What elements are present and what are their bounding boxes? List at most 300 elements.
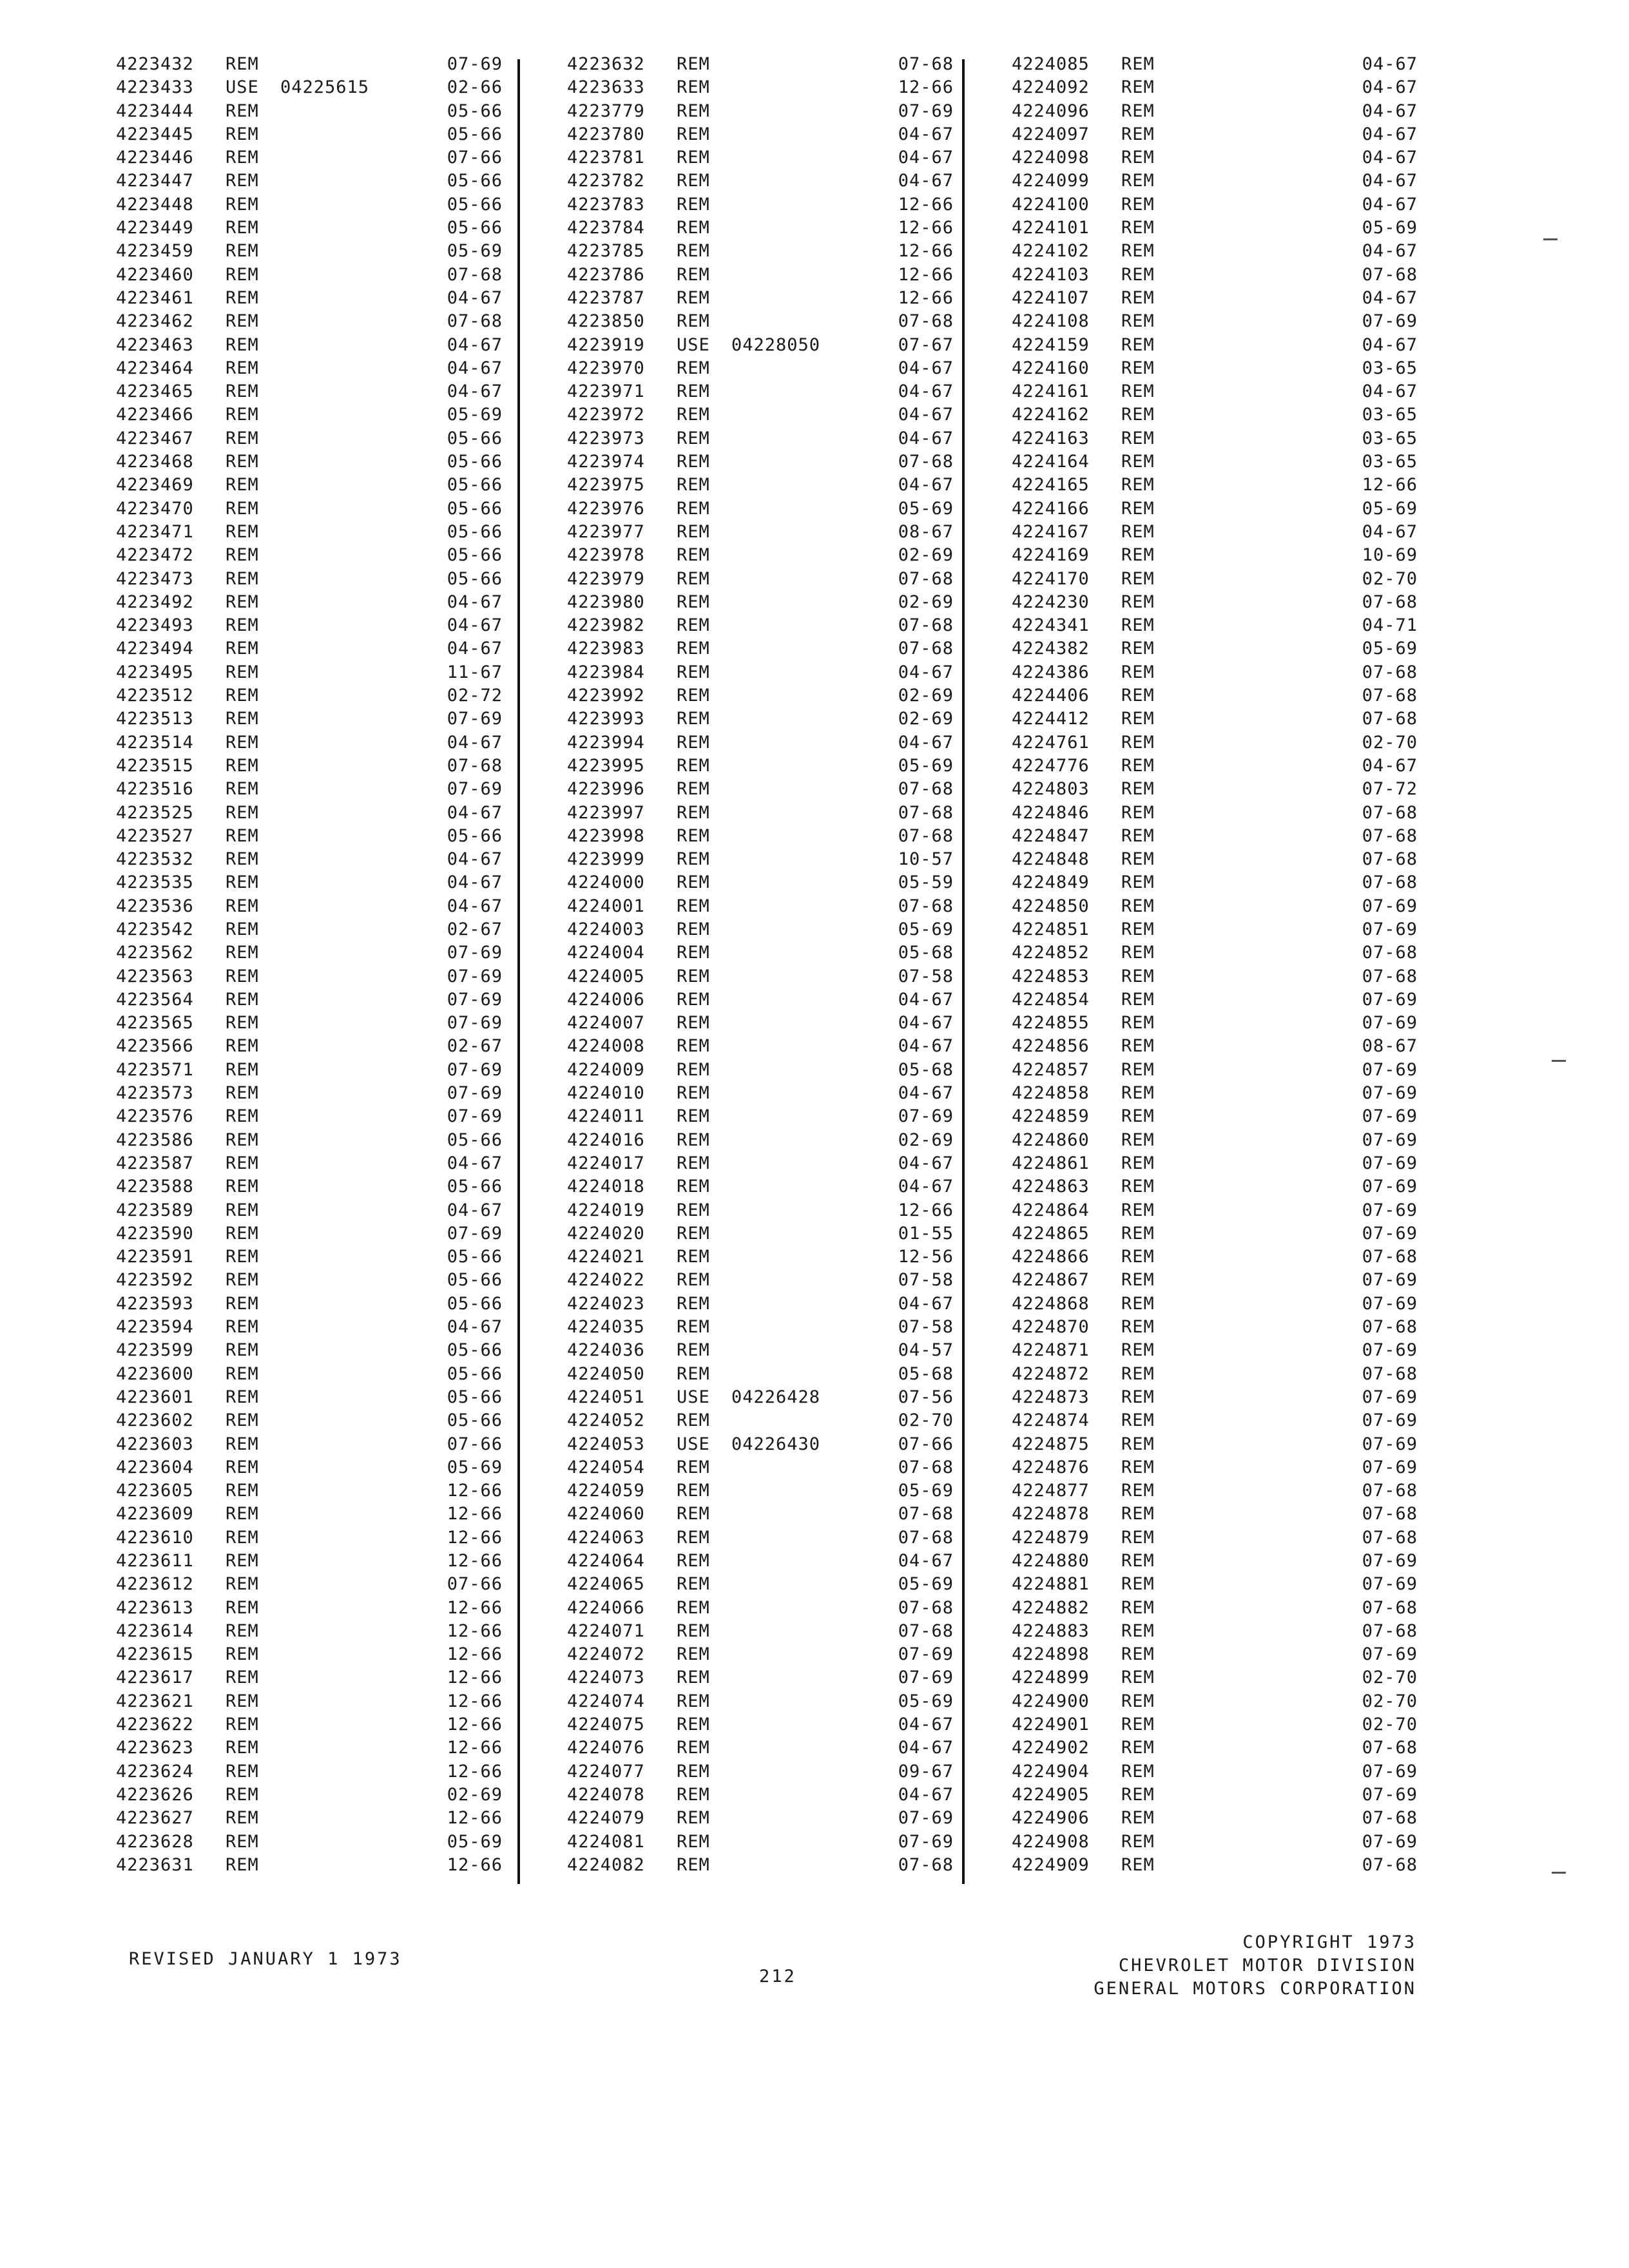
status-code: REM xyxy=(226,1854,259,1875)
parts-row xyxy=(567,146,954,169)
date-code: 07-68 xyxy=(1362,1854,1418,1875)
date-code: 07-69 xyxy=(1362,1761,1418,1782)
date-code: 05-66 xyxy=(447,194,503,215)
part-number: 4223996 xyxy=(567,779,645,800)
part-number: 4223495 xyxy=(116,662,194,682)
part-number: 4223590 xyxy=(116,1223,194,1244)
date-code: 12-66 xyxy=(898,241,954,262)
date-code: 12-66 xyxy=(898,194,954,215)
parts-row xyxy=(116,497,503,521)
parts-row xyxy=(116,1760,503,1783)
part-number: 4224008 xyxy=(567,1036,645,1057)
date-code: 07-68 xyxy=(1362,709,1418,729)
parts-row xyxy=(567,1503,954,1526)
status-code: REM xyxy=(226,1317,259,1338)
status-code: REM xyxy=(226,311,259,332)
status-code: REM xyxy=(677,1597,710,1618)
parts-row xyxy=(567,918,954,941)
part-number: 4223609 xyxy=(116,1504,194,1524)
status-code: REM xyxy=(226,54,259,74)
part-number: 4224085 xyxy=(1012,54,1090,74)
date-code: 07-69 xyxy=(1362,1551,1418,1571)
date-code: 03-65 xyxy=(1362,358,1418,378)
date-code: 04-67 xyxy=(447,287,503,308)
date-code: 05-66 xyxy=(447,101,503,121)
part-number: 4224004 xyxy=(567,943,645,963)
status-code: REM xyxy=(226,545,259,566)
parts-row xyxy=(116,474,503,497)
part-number: 4223614 xyxy=(116,1620,194,1641)
date-code: 07-69 xyxy=(447,779,503,800)
date-code: 07-68 xyxy=(898,896,954,916)
status-code: REM xyxy=(677,124,710,144)
date-code: 02-70 xyxy=(1362,732,1418,753)
status-code: REM xyxy=(226,1036,259,1057)
part-number: 4223973 xyxy=(567,428,645,448)
parts-row xyxy=(567,1386,954,1409)
date-code: 04-67 xyxy=(898,989,954,1010)
parts-row xyxy=(567,754,954,778)
status-code: REM xyxy=(1121,919,1155,939)
status-code: REM xyxy=(226,896,259,916)
date-code: 02-70 xyxy=(898,1410,954,1431)
part-number: 4223782 xyxy=(567,171,645,191)
date-code: 04-67 xyxy=(898,428,954,448)
status-code: REM xyxy=(1121,171,1155,191)
status-code: REM xyxy=(677,686,710,706)
date-code: 04-67 xyxy=(1362,54,1418,74)
part-number: 4224017 xyxy=(567,1153,645,1173)
part-number: 4224901 xyxy=(1012,1715,1090,1735)
parts-row xyxy=(567,941,954,965)
part-number: 4224866 xyxy=(1012,1247,1090,1267)
part-number: 4223571 xyxy=(116,1059,194,1080)
date-code: 05-66 xyxy=(447,1363,503,1384)
parts-row xyxy=(116,848,503,871)
parts-row xyxy=(1012,264,1418,287)
date-code: 07-68 xyxy=(898,1527,954,1548)
date-code: 07-68 xyxy=(447,755,503,776)
date-code: 05-66 xyxy=(447,1293,503,1314)
date-code: 07-68 xyxy=(1362,943,1418,963)
parts-row xyxy=(567,1526,954,1550)
part-number: 4223563 xyxy=(116,966,194,986)
part-number: 4223601 xyxy=(116,1387,194,1407)
date-code: 04-67 xyxy=(447,334,503,355)
status-code: REM xyxy=(1121,1387,1155,1407)
status-code: REM xyxy=(1121,1363,1155,1384)
parts-row xyxy=(1012,1035,1418,1058)
status-code: REM xyxy=(677,405,710,425)
date-code: 04-67 xyxy=(447,615,503,636)
parts-row xyxy=(567,802,954,825)
date-code: 02-70 xyxy=(1362,1667,1418,1688)
part-number: 4223469 xyxy=(116,475,194,495)
status-code: REM xyxy=(677,381,710,402)
parts-row xyxy=(1012,1831,1418,1854)
part-number: 4223974 xyxy=(567,452,645,472)
part-number: 4223602 xyxy=(116,1410,194,1431)
status-code: REM xyxy=(677,989,710,1010)
status-code: REM xyxy=(1121,1574,1155,1595)
part-number: 4224406 xyxy=(1012,686,1090,706)
parts-row xyxy=(1012,1643,1418,1666)
parts-row xyxy=(116,216,503,240)
parts-row xyxy=(567,1409,954,1432)
parts-row xyxy=(116,1269,503,1292)
date-code: 07-68 xyxy=(898,615,954,636)
status-code: REM xyxy=(1121,77,1155,98)
part-number: 4224035 xyxy=(567,1317,645,1338)
date-code: 07-69 xyxy=(1362,1293,1418,1314)
date-code: 04-67 xyxy=(447,591,503,612)
parts-row xyxy=(567,1573,954,1596)
status-code: REM xyxy=(1121,1551,1155,1571)
part-number: 4224386 xyxy=(1012,662,1090,682)
parts-row xyxy=(1012,1456,1418,1479)
date-code: 04-67 xyxy=(1362,101,1418,121)
part-number: 4223605 xyxy=(116,1481,194,1501)
parts-row xyxy=(567,965,954,988)
date-code: 07-69 xyxy=(1362,1340,1418,1361)
parts-row xyxy=(1012,1316,1418,1339)
date-code: 07-66 xyxy=(447,1434,503,1454)
parts-row xyxy=(116,193,503,216)
parts-row xyxy=(116,661,503,684)
status-code: REM xyxy=(226,1504,259,1524)
status-code: REM xyxy=(226,218,259,238)
date-code: 04-67 xyxy=(898,1715,954,1735)
status-code: REM xyxy=(226,1083,259,1104)
part-number: 4224230 xyxy=(1012,591,1090,612)
date-code: 08-67 xyxy=(898,521,954,542)
part-number: 4223980 xyxy=(567,591,645,612)
date-code: 07-68 xyxy=(1362,1620,1418,1641)
date-code: 07-69 xyxy=(1362,1083,1418,1104)
parts-row xyxy=(116,169,503,193)
part-number: 4223617 xyxy=(116,1667,194,1688)
date-code: 07-68 xyxy=(1362,872,1418,893)
status-code: REM xyxy=(677,218,710,238)
date-code: 12-66 xyxy=(447,1808,503,1829)
status-code: REM xyxy=(1121,1317,1155,1338)
status-code: REM xyxy=(1121,872,1155,893)
date-code: 04-67 xyxy=(447,849,503,870)
status-code: REM xyxy=(1121,1854,1155,1875)
date-code: 01-55 xyxy=(898,1223,954,1244)
part-number: 4224860 xyxy=(1012,1129,1090,1150)
status-code: REM xyxy=(677,849,710,870)
parts-row xyxy=(567,731,954,754)
date-code: 05-66 xyxy=(447,1270,503,1291)
parts-row xyxy=(116,1479,503,1503)
status-code: REM xyxy=(226,802,259,823)
parts-column-1 xyxy=(116,53,503,1877)
parts-row xyxy=(1012,287,1418,310)
status-code: REM xyxy=(1121,591,1155,612)
parts-row xyxy=(116,1643,503,1666)
date-code: 07-58 xyxy=(898,966,954,986)
status-code: REM xyxy=(1121,1831,1155,1852)
date-code: 04-67 xyxy=(898,1551,954,1571)
parts-row xyxy=(567,287,954,310)
status-code: REM xyxy=(226,381,259,402)
status-code: REM xyxy=(226,639,259,659)
part-number: 4224170 xyxy=(1012,568,1090,589)
status-code: REM xyxy=(1121,966,1155,986)
status-code: REM xyxy=(677,1504,710,1524)
parts-row xyxy=(1012,684,1418,707)
date-code: 07-69 xyxy=(1362,1177,1418,1197)
parts-row xyxy=(567,1666,954,1689)
parts-row xyxy=(116,1082,503,1105)
parts-row xyxy=(567,1293,954,1316)
parts-row xyxy=(1012,1293,1418,1316)
date-code: 11-67 xyxy=(447,662,503,682)
status-code: REM xyxy=(677,1223,710,1244)
status-code: REM xyxy=(226,1784,259,1805)
status-code: REM xyxy=(1121,615,1155,636)
status-code: REM xyxy=(1121,218,1155,238)
date-code: 07-68 xyxy=(898,802,954,823)
part-number: 4224867 xyxy=(1012,1270,1090,1291)
part-number: 4223632 xyxy=(567,54,645,74)
part-number: 4223576 xyxy=(116,1106,194,1127)
parts-row xyxy=(116,1175,503,1198)
date-code: 07-68 xyxy=(1362,849,1418,870)
part-number: 4223850 xyxy=(567,311,645,332)
part-number: 4223433 xyxy=(116,77,194,98)
part-number: 4224861 xyxy=(1012,1153,1090,1173)
part-number: 4224075 xyxy=(567,1715,645,1735)
date-code: 04-67 xyxy=(1362,755,1418,776)
part-number: 4223562 xyxy=(116,943,194,963)
part-number: 4224021 xyxy=(567,1247,645,1267)
part-number: 4224870 xyxy=(1012,1317,1090,1338)
part-number: 4224011 xyxy=(567,1106,645,1127)
status-code: REM xyxy=(226,1129,259,1150)
date-code: 12-66 xyxy=(898,287,954,308)
parts-row xyxy=(116,1105,503,1128)
parts-row xyxy=(1012,895,1418,918)
parts-row xyxy=(567,497,954,521)
date-code: 05-66 xyxy=(447,1177,503,1197)
status-code: REM xyxy=(677,1083,710,1104)
parts-row xyxy=(116,1713,503,1736)
parts-row xyxy=(116,1526,503,1550)
date-code: 07-68 xyxy=(898,779,954,800)
date-code: 02-69 xyxy=(447,1784,503,1805)
date-code: 12-56 xyxy=(898,1247,954,1267)
date-code: 05-66 xyxy=(447,171,503,191)
parts-row xyxy=(1012,1854,1418,1877)
date-code: 04-67 xyxy=(898,1738,954,1758)
date-code: 04-67 xyxy=(447,639,503,659)
parts-row xyxy=(1012,1526,1418,1550)
status-code: REM xyxy=(1121,1644,1155,1665)
date-code: 07-68 xyxy=(898,1597,954,1618)
parts-row xyxy=(1012,216,1418,240)
part-number: 4224077 xyxy=(567,1761,645,1782)
parts-row xyxy=(1012,1082,1418,1105)
replacement-number: 04225615 xyxy=(280,77,370,98)
part-number: 4223783 xyxy=(567,194,645,215)
date-code: 04-67 xyxy=(1362,194,1418,215)
date-code: 07-67 xyxy=(898,334,954,355)
status-code: REM xyxy=(226,1644,259,1665)
part-number: 4223604 xyxy=(116,1457,194,1477)
date-code: 07-56 xyxy=(898,1387,954,1407)
date-code: 04-67 xyxy=(898,1784,954,1805)
status-code: REM xyxy=(1121,662,1155,682)
part-number: 4223466 xyxy=(116,405,194,425)
part-number: 4224063 xyxy=(567,1527,645,1548)
status-code: REM xyxy=(677,148,710,168)
parts-row xyxy=(567,1854,954,1877)
replacement-number: 04226428 xyxy=(731,1387,821,1407)
status-code: REM xyxy=(226,615,259,636)
date-code: 02-70 xyxy=(1362,1715,1418,1735)
parts-row xyxy=(116,123,503,146)
date-code: 07-69 xyxy=(1362,919,1418,939)
part-number: 4223612 xyxy=(116,1574,194,1595)
status-code: REM xyxy=(677,287,710,308)
part-number: 4224846 xyxy=(1012,802,1090,823)
parts-row xyxy=(567,684,954,707)
parts-row xyxy=(567,53,954,76)
date-code: 05-69 xyxy=(1362,218,1418,238)
parts-row xyxy=(116,1152,503,1175)
date-code: 12-66 xyxy=(447,1527,503,1548)
part-number: 4223995 xyxy=(567,755,645,776)
parts-row xyxy=(567,848,954,871)
part-number: 4224060 xyxy=(567,1504,645,1524)
date-code: 04-67 xyxy=(898,124,954,144)
date-code: 04-67 xyxy=(898,1153,954,1173)
parts-row xyxy=(116,1783,503,1807)
parts-row xyxy=(116,1035,503,1058)
parts-row xyxy=(567,1363,954,1386)
status-code: REM xyxy=(677,1293,710,1314)
part-number: 4224059 xyxy=(567,1481,645,1501)
status-code: REM xyxy=(226,171,259,191)
parts-row xyxy=(1012,1713,1418,1736)
status-code: REM xyxy=(226,405,259,425)
parts-row xyxy=(567,1175,954,1198)
part-number: 4223787 xyxy=(567,287,645,308)
status-code: REM xyxy=(1121,686,1155,706)
part-number: 4224776 xyxy=(1012,755,1090,776)
part-number: 4223971 xyxy=(567,381,645,402)
part-number: 4224006 xyxy=(567,989,645,1010)
date-code: 05-66 xyxy=(447,1410,503,1431)
date-code: 02-67 xyxy=(447,919,503,939)
parts-row xyxy=(567,1783,954,1807)
date-code: 05-69 xyxy=(898,498,954,519)
date-code: 04-67 xyxy=(898,732,954,753)
part-number: 4223621 xyxy=(116,1691,194,1711)
status-code: REM xyxy=(1121,54,1155,74)
status-code: REM xyxy=(677,1644,710,1665)
part-number: 4224875 xyxy=(1012,1434,1090,1454)
status-code: REM xyxy=(677,171,710,191)
date-code: 10-57 xyxy=(898,849,954,870)
part-number: 4224908 xyxy=(1012,1831,1090,1852)
date-code: 04-67 xyxy=(447,872,503,893)
part-number: 4224018 xyxy=(567,1177,645,1197)
status-code: REM xyxy=(226,732,259,753)
parts-row xyxy=(567,1736,954,1760)
status-code: REM xyxy=(226,779,259,800)
part-number: 4224074 xyxy=(567,1691,645,1711)
status-code: USE xyxy=(677,1434,710,1454)
date-code: 07-69 xyxy=(898,1644,954,1665)
status-code: REM xyxy=(226,521,259,542)
date-code: 07-68 xyxy=(898,1457,954,1477)
parts-row xyxy=(567,1760,954,1783)
date-code: 05-69 xyxy=(447,1457,503,1477)
date-code: 07-69 xyxy=(1362,1129,1418,1150)
date-code: 07-68 xyxy=(1362,1808,1418,1829)
date-code: 07-69 xyxy=(1362,896,1418,916)
part-number: 4224050 xyxy=(567,1363,645,1384)
status-code: REM xyxy=(677,1551,710,1571)
replacement-number: 04226430 xyxy=(731,1434,821,1454)
part-number: 4224871 xyxy=(1012,1340,1090,1361)
part-number: 4223565 xyxy=(116,1013,194,1033)
part-number: 4223445 xyxy=(116,124,194,144)
status-code: REM xyxy=(226,287,259,308)
part-number: 4224079 xyxy=(567,1808,645,1829)
date-code: 07-68 xyxy=(898,452,954,472)
parts-row xyxy=(1012,1199,1418,1222)
date-code: 07-68 xyxy=(447,311,503,332)
parts-row xyxy=(1012,707,1418,731)
parts-row xyxy=(1012,53,1418,76)
status-code: REM xyxy=(1121,825,1155,846)
parts-row xyxy=(567,1269,954,1292)
part-number: 4224382 xyxy=(1012,639,1090,659)
status-code: USE xyxy=(677,1387,710,1407)
status-code: REM xyxy=(1121,311,1155,332)
parts-row xyxy=(116,778,503,801)
status-code: REM xyxy=(1121,452,1155,472)
parts-row xyxy=(567,988,954,1012)
status-code: REM xyxy=(677,896,710,916)
part-number: 4223525 xyxy=(116,802,194,823)
date-code: 04-57 xyxy=(898,1340,954,1361)
status-code: REM xyxy=(1121,1597,1155,1618)
part-number: 4223515 xyxy=(116,755,194,776)
status-code: REM xyxy=(677,1808,710,1829)
parts-row xyxy=(1012,1105,1418,1128)
parts-row xyxy=(116,684,503,707)
parts-row xyxy=(116,1690,503,1713)
status-code: REM xyxy=(226,1293,259,1314)
part-number: 4223979 xyxy=(567,568,645,589)
date-code: 07-68 xyxy=(1362,1504,1418,1524)
date-code: 07-69 xyxy=(1362,1831,1418,1852)
date-code: 04-67 xyxy=(447,732,503,753)
status-code: REM xyxy=(1121,1247,1155,1267)
parts-row xyxy=(1012,1363,1418,1386)
status-code: REM xyxy=(226,1363,259,1384)
part-number: 4223603 xyxy=(116,1434,194,1454)
part-number: 4223494 xyxy=(116,639,194,659)
status-code: REM xyxy=(1121,1177,1155,1197)
parts-row xyxy=(116,1550,503,1573)
parts-row xyxy=(567,1620,954,1643)
